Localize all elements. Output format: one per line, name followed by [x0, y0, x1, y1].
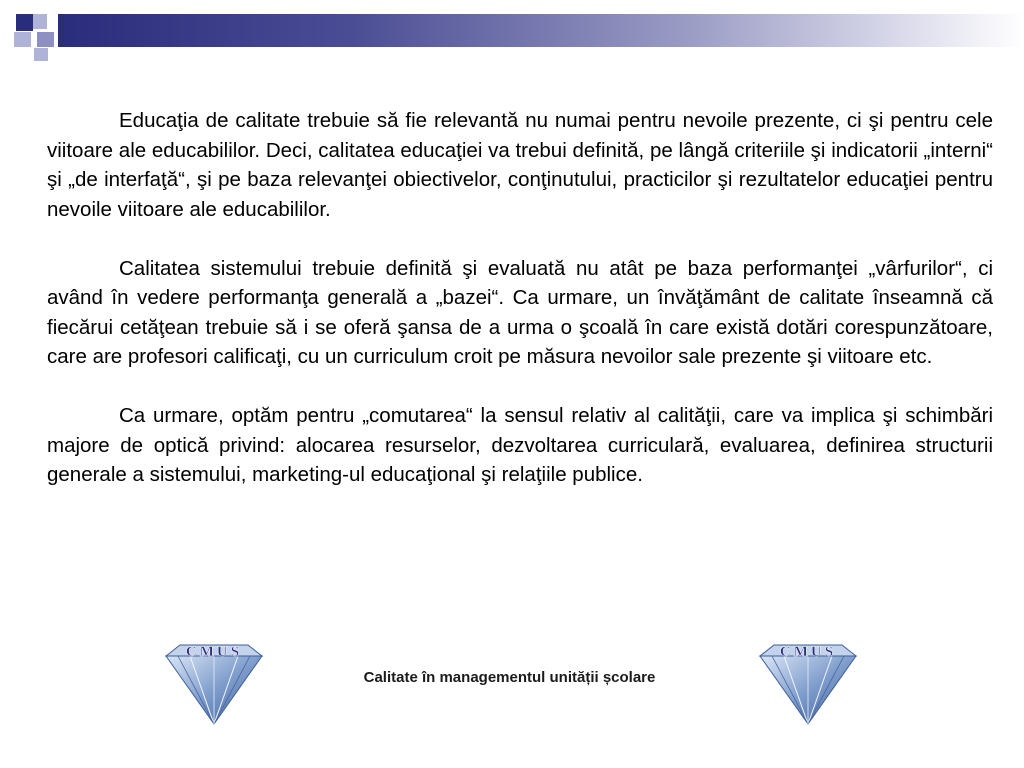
cmus-logo-left: [160, 640, 268, 726]
corner-square-mid: [37, 32, 54, 47]
logo-text: CMUS: [185, 644, 243, 660]
paragraph-2: Calitatea sistemului trebuie definită şi evaluată nu atât pe baza performanţei „vârfurilor“, ci având în vedere performanţa generală a „bazei“. Ca urmare, un învăţământ de calitate înseamnă că fiecărui cetăţean trebuie să i se oferă şansa de a urma o şcoală în care există dotări corespunzătoare, care are profesori calificaţi, cu un curriculum croit pe măsura nevoilor sale prezente şi viitoare etc.: [47, 256, 993, 368]
footer-title: Calitate în managementul unității școlare: [363, 669, 656, 686]
slide-body: [47, 106, 993, 519]
corner-square-light: [14, 32, 31, 47]
header-gradient-bar: [58, 14, 1024, 47]
corner-square-light: [34, 48, 48, 61]
paragraph-1: Educaţia de calitate trebuie să fie relevantă nu numai pentru nevoile prezente, ci şi pentru cele viitoare ale educabililor. Deci, calitatea educaţiei va trebui definită, pe lângă criteriile şi indicatorii „interni“ şi „de interfaţă“, şi pe baza relevanţei obiectivelor, conţinutului, practicilor şi rezultatelor educaţiei pentru nevoile viitoare ale educabililor.: [47, 109, 993, 221]
corner-square-light: [33, 14, 47, 29]
cmus-logo-right: [754, 640, 862, 726]
paragraph-3: Ca urmare, optăm pentru „comutarea“ la sensul relativ al calităţii, care va implica şi schimbări majore de optică privind: alocarea resurselor, dezvoltarea curriculară, evaluarea, definirea structurii generale a sistemului, marketing-ul educaţional şi relaţiile publice.: [47, 404, 993, 486]
corner-square-dark: [16, 14, 33, 31]
logo-text: CMUS: [779, 644, 837, 660]
